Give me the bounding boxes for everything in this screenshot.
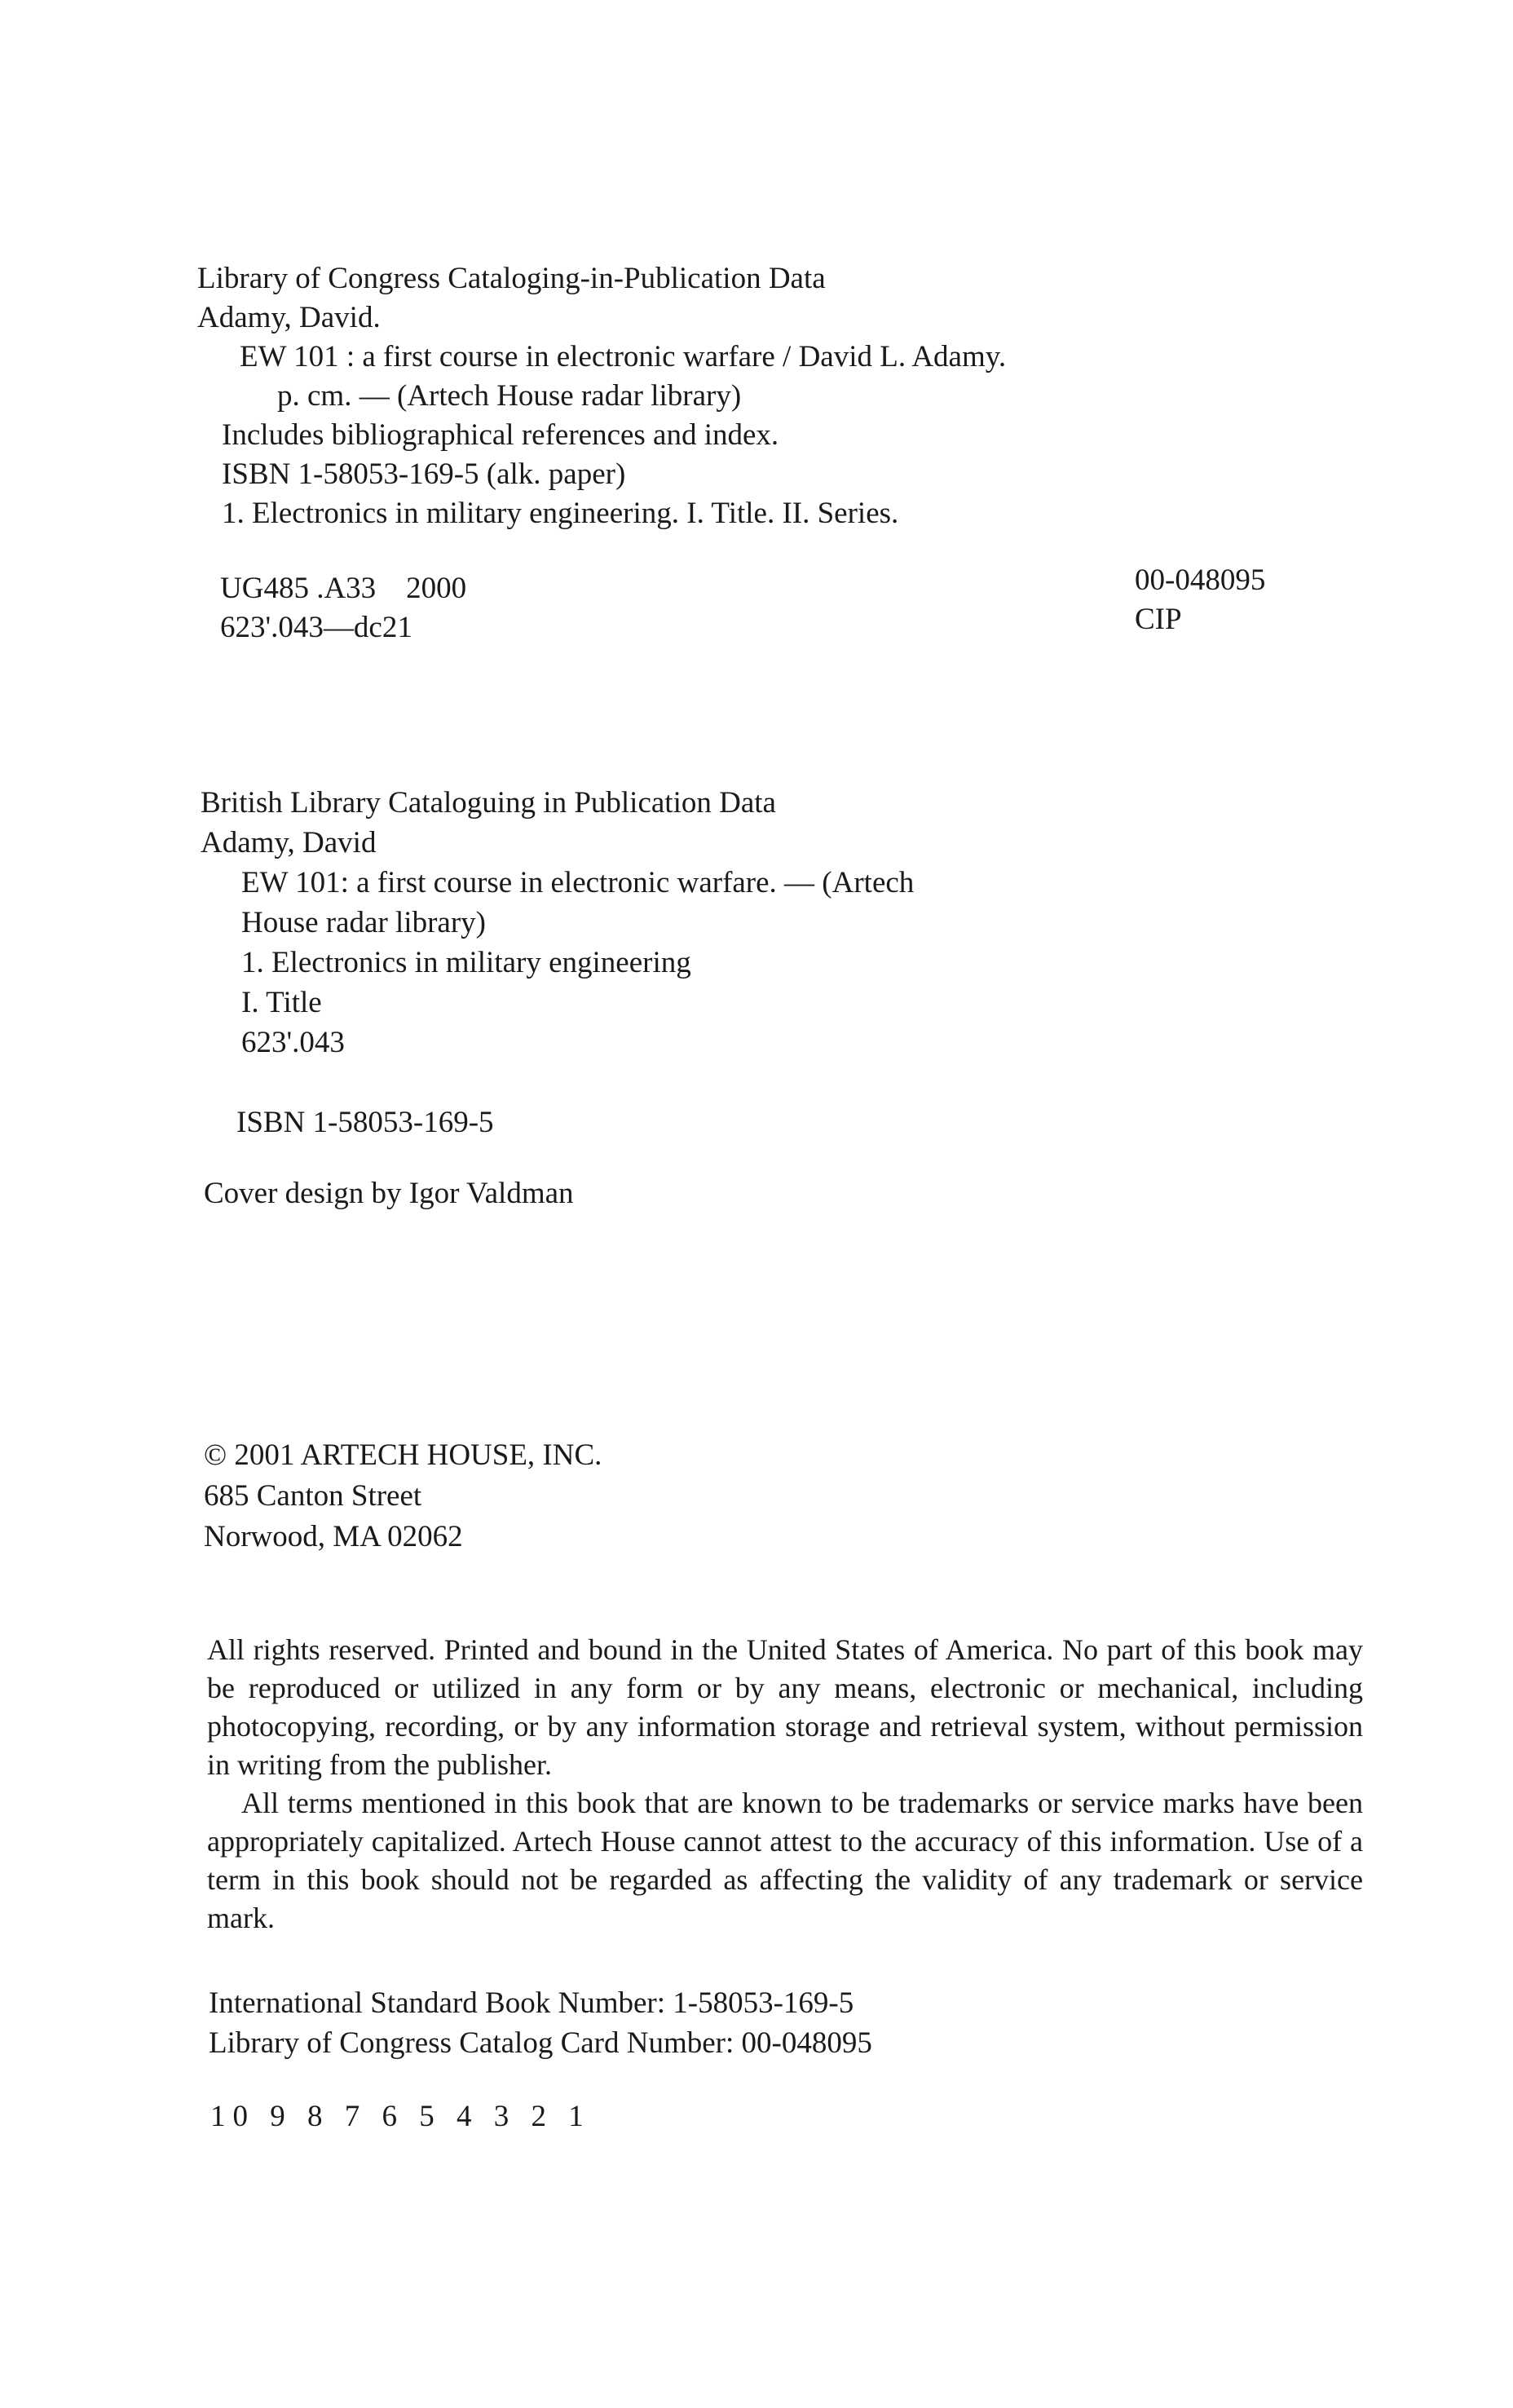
loc-cip-label: CIP (1135, 603, 1182, 636)
loc-cip-title: EW 101 : a first course in electronic warfare / David L. Adamy. (240, 340, 1007, 373)
bl-cip-title-entry: I. Title (241, 986, 322, 1019)
copyright-notice: © 2001 ARTECH HOUSE, INC. (204, 1438, 602, 1472)
publisher-block (204, 1435, 602, 1557)
bl-cip-title-2: House radar library) (241, 906, 486, 939)
publisher-city: Norwood, MA 02062 (204, 1520, 463, 1553)
printing-line-block (210, 2097, 591, 2136)
loc-cip-isbn: ISBN 1-58053-169-5 (alk. paper) (222, 457, 626, 491)
loc-cip-block (197, 259, 1006, 533)
bl-cip-block (201, 783, 914, 1063)
loc-cip-subjects: 1. Electronics in military engineering. I. Title. II. Series. (222, 497, 899, 530)
loc-cip-author: Adamy, David. (197, 301, 381, 334)
cover-credit: Cover design by Igor Valdman (204, 1177, 574, 1210)
loc-lccn: 00-048095 (1135, 563, 1266, 597)
loc-control-number (1135, 561, 1265, 639)
rights-block (207, 1631, 1363, 1937)
bl-cip-heading: British Library Cataloguing in Publication Data (201, 786, 776, 820)
bl-cip-isbn-block (236, 1103, 494, 1142)
loc-lc-class: UG485 .A33 2000 (220, 572, 467, 605)
cover-credit-block (204, 1174, 574, 1213)
bl-cip-title-1: EW 101: a first course in electronic warfare. — (Artech (241, 866, 915, 899)
printing-line: 10 9 8 7 6 5 4 3 2 1 (210, 2100, 591, 2133)
loc-cip-heading: Library of Congress Cataloging-in-Publication Data (197, 262, 826, 295)
rights-paragraph-1: All rights reserved. Printed and bound in the United States of America. No part of this book may be reproduced or utilized in any form or by any means, electronic or mechanical, including photocopying, recording, or by any information storage and retrieval system, without permission in writing from the publisher. (207, 1633, 1363, 1781)
publisher-street: 685 Canton Street (204, 1479, 422, 1513)
rights-paragraph-2: All terms mentioned in this book that are known to be trademarks or service marks have been appropriately capitalized. Artech House cannot attest to the accuracy of this information. Use of a term in this book should not be regarded as affecting the validity of any trademark or service mark. (207, 1787, 1363, 1934)
loc-dewey: 623'.043—dc21 (220, 611, 412, 644)
bl-cip-subject: 1. Electronics in military engineering (241, 946, 691, 979)
bl-cip-isbn: ISBN 1-58053-169-5 (236, 1106, 494, 1139)
bl-cip-author: Adamy, David (201, 826, 377, 859)
identifiers-block (209, 1983, 872, 2063)
loc-cip-notes: Includes bibliographical references and index. (222, 418, 779, 452)
loc-classification (220, 569, 466, 647)
lccn-line: Library of Congress Catalog Card Number: 00-048095 (209, 2026, 872, 2060)
bl-cip-dewey: 623'.043 (241, 1026, 345, 1059)
isbn-line: International Standard Book Number: 1-58053-169-5 (209, 1986, 854, 2020)
loc-cip-pagination: p. cm. — (Artech House radar library) (277, 379, 742, 413)
